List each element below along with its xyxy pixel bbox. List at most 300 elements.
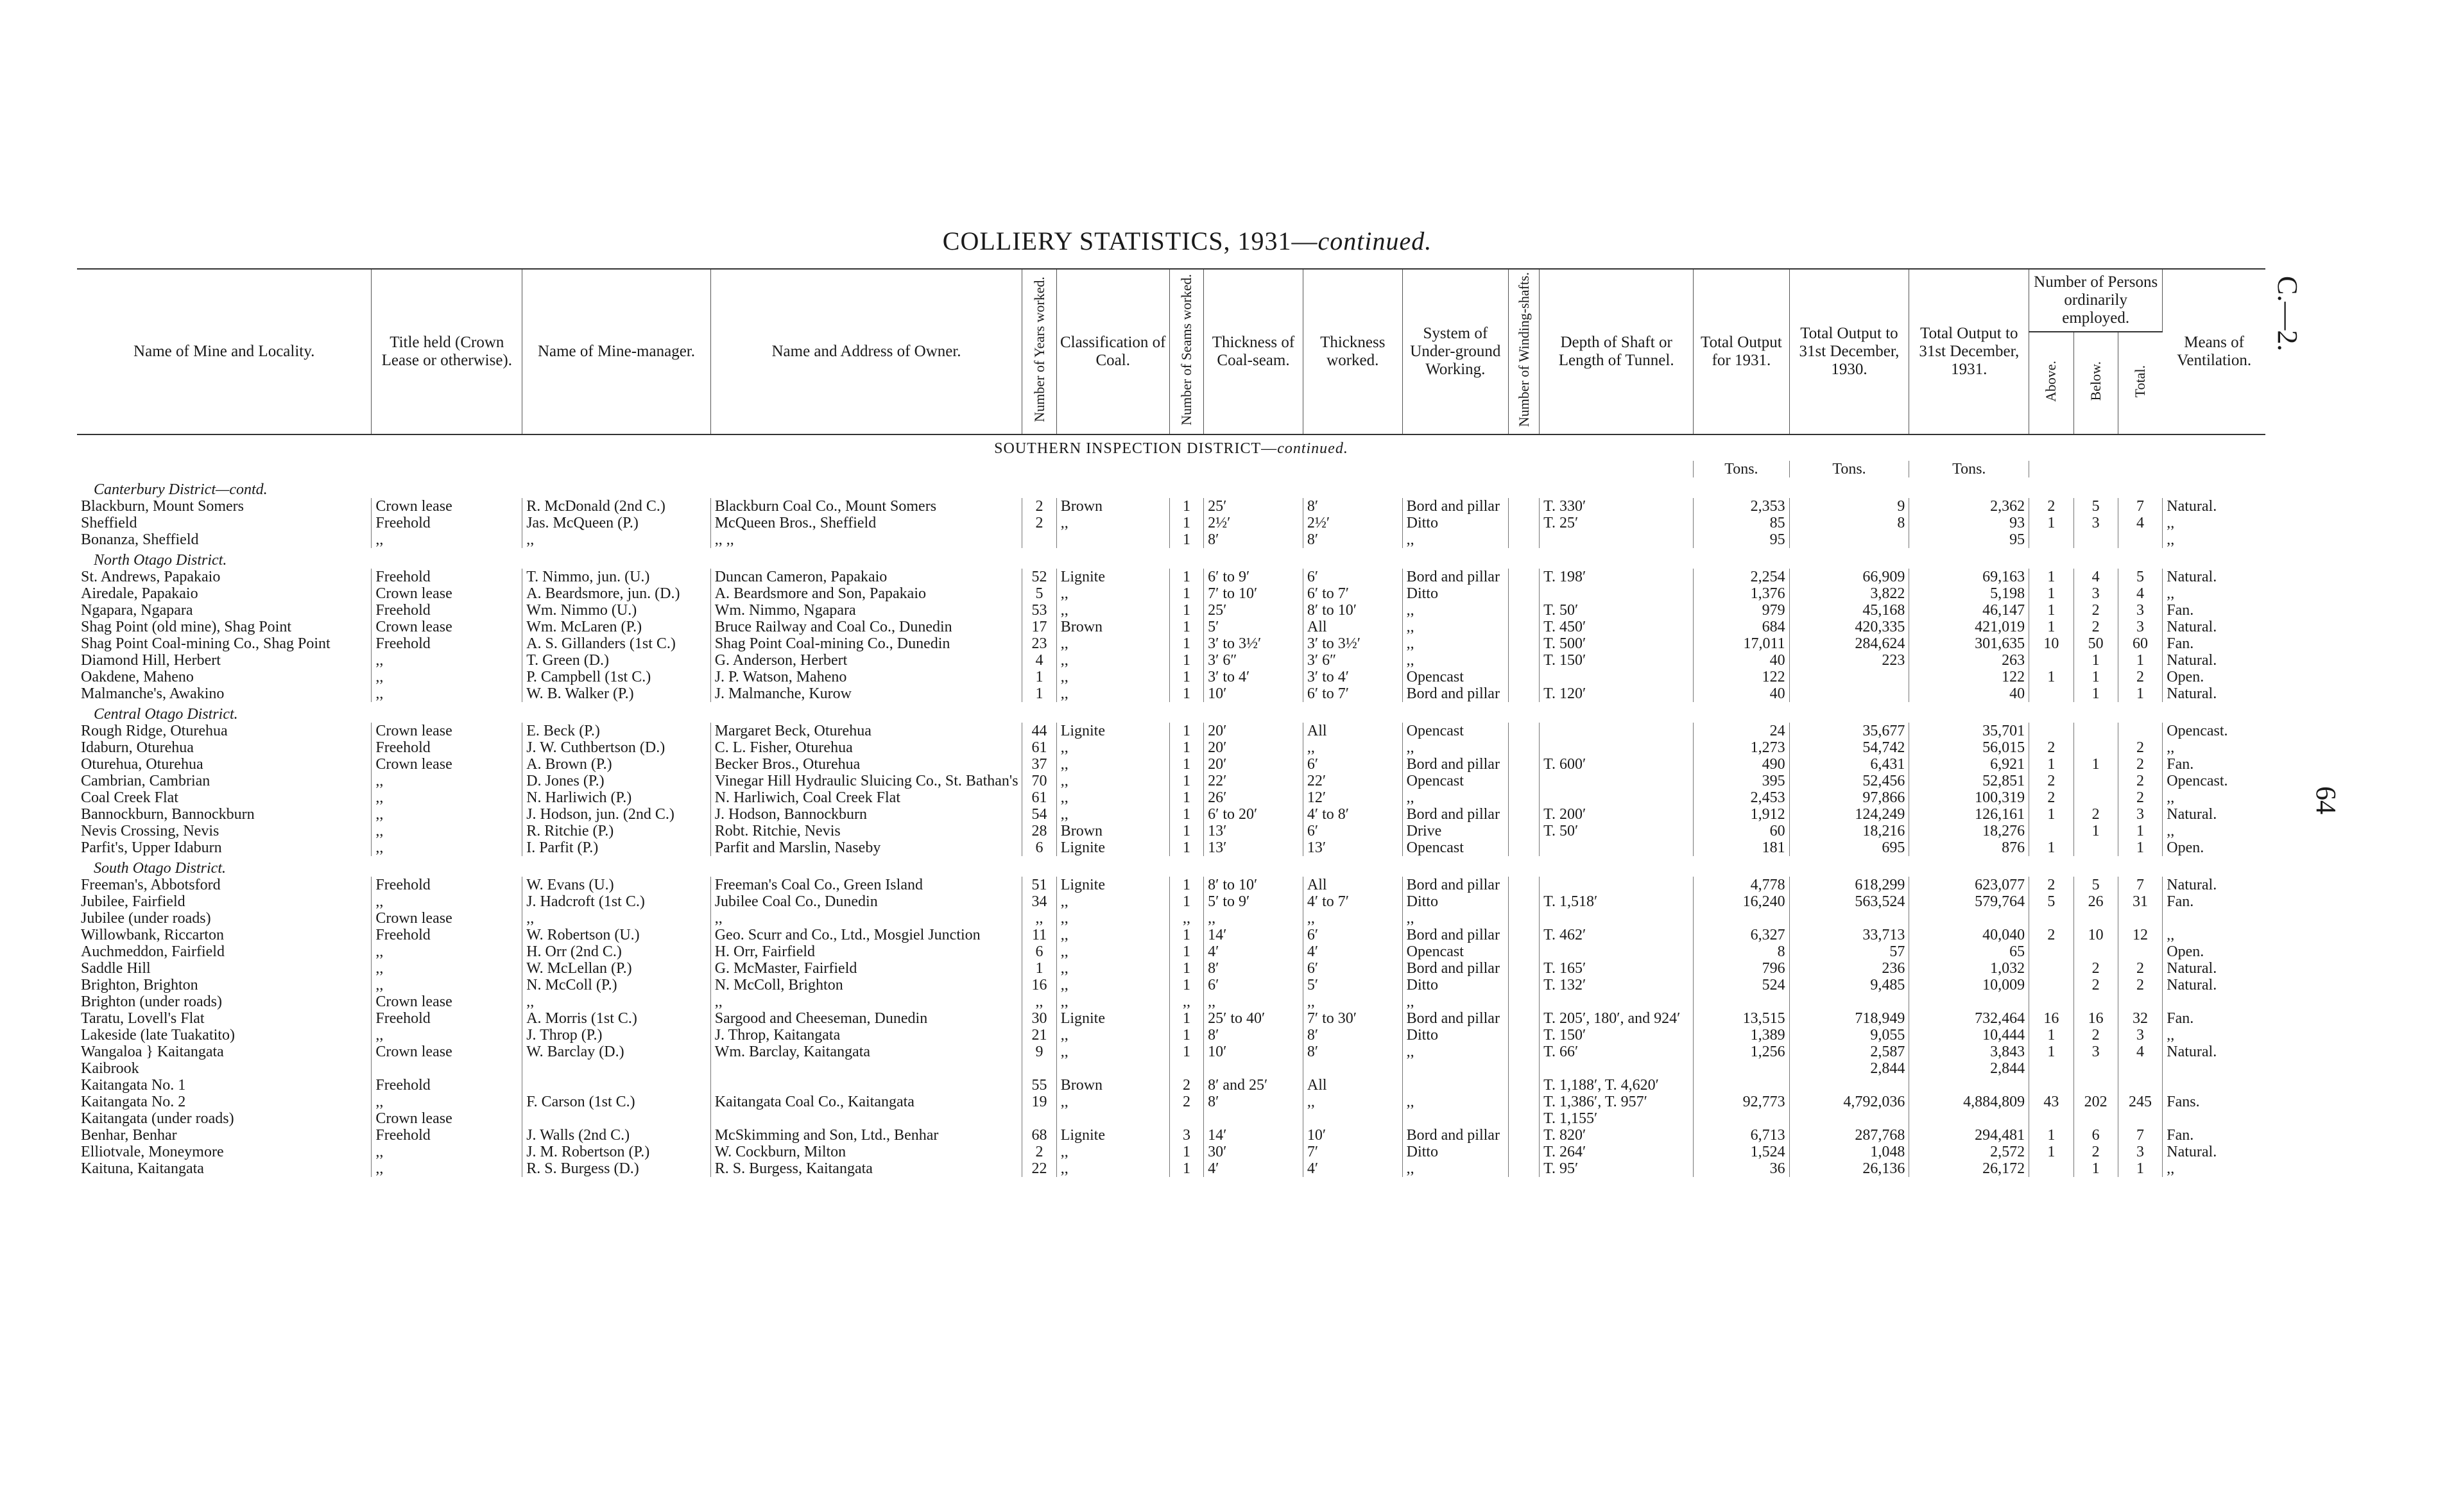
- shaft-depth: T. 66′: [1540, 1044, 1694, 1060]
- mine-manager: R. S. Burgess (D.): [522, 1160, 711, 1177]
- worked-thickness: 7′ to 30′: [1303, 1010, 1402, 1027]
- shaft-depth: [1540, 669, 1694, 685]
- persons-below: 26: [2073, 893, 2118, 910]
- seam-thickness: 5′ to 9′: [1204, 893, 1303, 910]
- persons-above: [2029, 943, 2073, 960]
- seams-worked: 1: [1169, 498, 1203, 515]
- title-held: ,,: [372, 806, 522, 823]
- persons-above: 43: [2029, 1094, 2073, 1110]
- seam-thickness: 4′: [1204, 1160, 1303, 1177]
- persons-total: [2118, 910, 2162, 927]
- persons-total: 2: [2118, 789, 2162, 806]
- title-held: Crown lease: [372, 585, 522, 602]
- document-reference: C.—2.: [2272, 276, 2303, 352]
- title-held: ,,: [372, 685, 522, 702]
- winding-shafts: [1509, 1144, 1540, 1160]
- mine-manager: I. Parfit (P.): [522, 839, 711, 856]
- shaft-depth: [1540, 723, 1694, 739]
- ventilation: Fan.: [2167, 635, 2194, 653]
- ventilation: ,,: [2167, 515, 2175, 532]
- output-1931: [1694, 1077, 1789, 1094]
- output-1931: 1,256: [1694, 1044, 1789, 1060]
- unit-output: Tons.: [1694, 461, 1789, 477]
- seam-thickness: 14′: [1204, 1127, 1303, 1144]
- persons-above: [2029, 531, 2073, 548]
- years-worked: ,,: [1022, 910, 1056, 927]
- district-name: Canterbury District—contd.: [94, 481, 268, 499]
- title-held: Freehold: [372, 515, 522, 531]
- worked-thickness: 8′ to 10′: [1303, 602, 1402, 619]
- worked-thickness: 6′: [1303, 756, 1402, 773]
- ventilation: Natural.: [2167, 652, 2217, 669]
- coal-class: ,,: [1056, 910, 1169, 927]
- title-held: Freehold: [372, 927, 522, 943]
- working-system: [1402, 1110, 1508, 1127]
- title-held: [372, 1060, 522, 1077]
- total-1931: 35,701: [1909, 723, 2029, 739]
- header-ventilation: Means of Ventilation.: [2163, 269, 2265, 434]
- mine-manager: [522, 1060, 711, 1077]
- seams-worked: 1: [1169, 1027, 1203, 1044]
- ventilation: Fan.: [2167, 756, 2194, 773]
- persons-total: [2118, 1110, 2162, 1127]
- mine-manager: Jas. McQueen (P.): [522, 515, 711, 531]
- total-1930: 9,055: [1789, 1027, 1909, 1044]
- shaft-depth: [1540, 1060, 1694, 1077]
- total-1930: 3,822: [1789, 585, 1909, 602]
- table-row: [77, 927, 2265, 943]
- total-1930: 124,249: [1789, 806, 1909, 823]
- ventilation: Natural.: [2167, 569, 2217, 586]
- persons-below: 16: [2073, 1010, 2118, 1027]
- owner: Shag Point Coal-mining Co., Dunedin: [710, 635, 1022, 652]
- winding-shafts: [1509, 823, 1540, 839]
- seams-worked: 1: [1169, 635, 1203, 652]
- total-1930: 66,909: [1789, 569, 1909, 585]
- total-1931: 2,572: [1909, 1144, 2029, 1160]
- persons-above: [2029, 723, 2073, 739]
- mine-manager: J. Hadcroft (1st C.): [522, 893, 711, 910]
- seam-thickness: 14′: [1204, 927, 1303, 943]
- total-1930: 9,485: [1789, 977, 1909, 993]
- seams-worked: [1169, 1060, 1203, 1077]
- total-1931: 876: [1909, 839, 2029, 856]
- mine-name: Oakdene, Maheno: [77, 669, 372, 685]
- total-1931: 6,921: [1909, 756, 2029, 773]
- coal-class: ,,: [1056, 635, 1169, 652]
- persons-below: [2073, 1060, 2118, 1077]
- working-system: Bord and pillar: [1402, 498, 1508, 515]
- title-held: Freehold: [372, 1010, 522, 1027]
- seam-thickness: 6′: [1204, 977, 1303, 993]
- total-1930: [1789, 531, 1909, 548]
- years-worked: 6: [1022, 839, 1056, 856]
- winding-shafts: [1509, 789, 1540, 806]
- persons-below: 2: [2073, 1027, 2118, 1044]
- total-1930: 1,048: [1789, 1144, 1909, 1160]
- owner: Kaitangata Coal Co., Kaitangata: [710, 1094, 1022, 1110]
- coal-class: Brown: [1056, 619, 1169, 635]
- years-worked: 9: [1022, 1044, 1056, 1060]
- persons-total: 4: [2118, 515, 2162, 531]
- table-row: [77, 943, 2265, 960]
- persons-below: 1: [2073, 652, 2118, 669]
- seams-worked: 1: [1169, 669, 1203, 685]
- shaft-depth: T. 25′: [1540, 515, 1694, 531]
- mine-name: Bannockburn, Bannockburn: [77, 806, 372, 823]
- mine-name: Auchmeddon, Fairfield: [77, 943, 372, 960]
- persons-total: 3: [2118, 602, 2162, 619]
- coal-class: ,,: [1056, 960, 1169, 977]
- coal-class: ,,: [1056, 943, 1169, 960]
- seam-thickness: 3′ 6″: [1204, 652, 1303, 669]
- district-name: Central Otago District.: [94, 706, 238, 723]
- output-1931: 1,376: [1694, 585, 1789, 602]
- total-1931: 2,844: [1909, 1060, 2029, 1077]
- table-row: [77, 1094, 2265, 1110]
- title-held: ,,: [372, 943, 522, 960]
- coal-class: ,,: [1056, 669, 1169, 685]
- mine-name: Nevis Crossing, Nevis: [77, 823, 372, 839]
- seam-thickness: 3′ to 4′: [1204, 669, 1303, 685]
- working-system: [1402, 1060, 1508, 1077]
- table-row: [77, 823, 2265, 839]
- coal-class: ,,: [1056, 602, 1169, 619]
- table-row: [77, 1160, 2265, 1177]
- ventilation: ,,: [2167, 1027, 2175, 1044]
- shaft-depth: [1540, 839, 1694, 856]
- working-system: [1402, 1077, 1508, 1094]
- working-system: ,,: [1402, 1160, 1508, 1177]
- coal-class: Lignite: [1056, 877, 1169, 893]
- total-1930: 4,792,036: [1789, 1094, 1909, 1110]
- table-row: [77, 1027, 2265, 1044]
- persons-above: 1: [2029, 1044, 2073, 1060]
- seams-worked: 1: [1169, 823, 1203, 839]
- persons-above: 2: [2029, 498, 2073, 515]
- persons-total: 2: [2118, 773, 2162, 789]
- ventilation: Natural.: [2167, 960, 2217, 977]
- persons-above: 1: [2029, 1027, 2073, 1044]
- years-worked: 23: [1022, 635, 1056, 652]
- persons-above: 2: [2029, 739, 2073, 756]
- title-held: Crown lease: [372, 1110, 522, 1127]
- persons-below: 1: [2073, 823, 2118, 839]
- table-row: [77, 977, 2265, 993]
- table-row: [77, 652, 2265, 669]
- title-held: Freehold: [372, 739, 522, 756]
- total-1930: 52,456: [1789, 773, 1909, 789]
- total-1931: 69,163: [1909, 569, 2029, 585]
- output-1931: 524: [1694, 977, 1789, 993]
- working-system: Opencast: [1402, 839, 1508, 856]
- owner: N. McColl, Brighton: [710, 977, 1022, 993]
- title-held: ,,: [372, 773, 522, 789]
- output-1931: 40: [1694, 685, 1789, 702]
- unit-total-1931: Tons.: [1909, 461, 2029, 477]
- persons-total: [2118, 1060, 2162, 1077]
- seams-worked: 1: [1169, 685, 1203, 702]
- persons-total: 3: [2118, 1027, 2162, 1044]
- table-row: [77, 602, 2265, 619]
- persons-above: 2: [2029, 927, 2073, 943]
- worked-thickness: 7′: [1303, 1144, 1402, 1160]
- owner: H. Orr, Fairfield: [710, 943, 1022, 960]
- years-worked: 68: [1022, 1127, 1056, 1144]
- seam-thickness: ,,: [1204, 910, 1303, 927]
- persons-total: 12: [2118, 927, 2162, 943]
- district-heading: [77, 477, 2265, 498]
- seam-thickness: 22′: [1204, 773, 1303, 789]
- persons-below: 3: [2073, 1044, 2118, 1060]
- district-name: South Otago District.: [94, 860, 227, 877]
- years-worked: 37: [1022, 756, 1056, 773]
- mine-name: Jubilee (under roads): [77, 910, 372, 927]
- owner: Bruce Railway and Coal Co., Dunedin: [710, 619, 1022, 635]
- persons-below: 2: [2073, 619, 2118, 635]
- seams-worked: 1: [1169, 739, 1203, 756]
- mine-manager: D. Jones (P.): [522, 773, 711, 789]
- seam-thickness: 10′: [1204, 1044, 1303, 1060]
- page-number: 64: [2310, 786, 2342, 814]
- seams-worked: 1: [1169, 515, 1203, 531]
- working-system: Bord and pillar: [1402, 927, 1508, 943]
- seam-thickness: 8′: [1204, 531, 1303, 548]
- shaft-depth: T. 330′: [1540, 498, 1694, 515]
- mine-name: Kaitangata No. 2: [77, 1094, 372, 1110]
- shaft-depth: T. 462′: [1540, 927, 1694, 943]
- total-1931: 93: [1909, 515, 2029, 531]
- coal-class: ,,: [1056, 652, 1169, 669]
- persons-below: [2073, 839, 2118, 856]
- output-1931: 24: [1694, 723, 1789, 739]
- ventilation: Fan.: [2167, 602, 2194, 619]
- title-held: ,,: [372, 823, 522, 839]
- owner: G. Anderson, Herbert: [710, 652, 1022, 669]
- winding-shafts: [1509, 943, 1540, 960]
- winding-shafts: [1509, 839, 1540, 856]
- persons-above: [2029, 977, 2073, 993]
- title-held: ,,: [372, 1027, 522, 1044]
- persons-above: [2029, 823, 2073, 839]
- header-total-1931: Total Output to 31st December, 1931.: [1909, 269, 2029, 434]
- working-system: ,,: [1402, 652, 1508, 669]
- coal-class: ,,: [1056, 685, 1169, 702]
- coal-class: ,,: [1056, 1144, 1169, 1160]
- table-row: [77, 993, 2265, 1010]
- persons-below: 1: [2073, 756, 2118, 773]
- seam-thickness: 13′: [1204, 823, 1303, 839]
- winding-shafts: [1509, 773, 1540, 789]
- seams-worked: ,,: [1169, 993, 1203, 1010]
- owner: Freeman's Coal Co., Green Island: [710, 877, 1022, 893]
- mine-manager: ,,: [522, 531, 711, 548]
- title-held: ,,: [372, 531, 522, 548]
- unit-total-1930: Tons.: [1789, 461, 1909, 477]
- seams-worked: 1: [1169, 789, 1203, 806]
- years-worked: 6: [1022, 943, 1056, 960]
- worked-thickness: All: [1303, 1077, 1402, 1094]
- years-worked: 17: [1022, 619, 1056, 635]
- winding-shafts: [1509, 1160, 1540, 1177]
- title-held: Crown lease: [372, 756, 522, 773]
- table-header: [77, 269, 2265, 434]
- winding-shafts: [1509, 515, 1540, 531]
- title-held: ,,: [372, 893, 522, 910]
- total-1930: 618,299: [1789, 877, 1909, 893]
- years-worked: 1: [1022, 960, 1056, 977]
- mine-name: Kaituna, Kaitangata: [77, 1160, 372, 1177]
- owner: Wm. Nimmo, Ngapara: [710, 602, 1022, 619]
- seams-worked: [1169, 1110, 1203, 1127]
- mine-manager: W. Evans (U.): [522, 877, 711, 893]
- mine-name: Freeman's, Abbotsford: [77, 877, 372, 893]
- worked-thickness: 4′: [1303, 1160, 1402, 1177]
- years-worked: 16: [1022, 977, 1056, 993]
- owner: Margaret Beck, Oturehua: [710, 723, 1022, 739]
- seam-thickness: 8′ and 25′: [1204, 1077, 1303, 1094]
- table-row: [77, 669, 2265, 685]
- ventilation: Natural.: [2167, 1144, 2217, 1161]
- output-1931: [1694, 993, 1789, 1010]
- coal-class: Lignite: [1056, 839, 1169, 856]
- coal-class: [1056, 1060, 1169, 1077]
- persons-above: [2029, 1060, 2073, 1077]
- output-1931: 16,240: [1694, 893, 1789, 910]
- winding-shafts: [1509, 910, 1540, 927]
- persons-total: 3: [2118, 806, 2162, 823]
- owner: [710, 1060, 1022, 1077]
- working-system: Bord and pillar: [1402, 569, 1508, 585]
- table-row: [77, 806, 2265, 823]
- mine-name: Taratu, Lovell's Flat: [77, 1010, 372, 1027]
- output-1931: 122: [1694, 669, 1789, 685]
- winding-shafts: [1509, 806, 1540, 823]
- header-winding: Number of Winding-shafts.: [1509, 269, 1540, 434]
- working-system: ,,: [1402, 993, 1508, 1010]
- owner: Robt. Ritchie, Nevis: [710, 823, 1022, 839]
- shaft-depth: T. 150′: [1540, 1027, 1694, 1044]
- seam-thickness: 8′: [1204, 1094, 1303, 1110]
- output-1931: 8: [1694, 943, 1789, 960]
- total-1930: 54,742: [1789, 739, 1909, 756]
- ventilation: Fan.: [2167, 1010, 2194, 1027]
- owner: McSkimming and Son, Ltd., Benhar: [710, 1127, 1022, 1144]
- mine-name: Airedale, Papakaio: [77, 585, 372, 602]
- seams-worked: 1: [1169, 773, 1203, 789]
- persons-below: 3: [2073, 585, 2118, 602]
- ventilation: ,,: [2167, 927, 2175, 944]
- winding-shafts: [1509, 498, 1540, 515]
- ventilation: [2163, 993, 2265, 1010]
- seams-worked: 1: [1169, 723, 1203, 739]
- mine-name: Kaibrook: [77, 1060, 372, 1077]
- working-system: ,,: [1402, 789, 1508, 806]
- ventilation: ,,: [2167, 1160, 2175, 1178]
- worked-thickness: 2½′: [1303, 515, 1402, 531]
- district-heading: [77, 702, 2265, 723]
- owner: J. P. Watson, Maheno: [710, 669, 1022, 685]
- output-1931: 1,524: [1694, 1144, 1789, 1160]
- seams-worked: 1: [1169, 977, 1203, 993]
- persons-below: 2: [2073, 602, 2118, 619]
- mine-manager: J. Walls (2nd C.): [522, 1127, 711, 1144]
- winding-shafts: [1509, 927, 1540, 943]
- total-1931: 301,635: [1909, 635, 2029, 652]
- total-1931: 126,161: [1909, 806, 2029, 823]
- seams-worked: 1: [1169, 569, 1203, 585]
- working-system: ,,: [1402, 602, 1508, 619]
- winding-shafts: [1509, 1060, 1540, 1077]
- table-row: [77, 1144, 2265, 1160]
- coal-class: [1056, 1110, 1169, 1127]
- worked-thickness: 6′ to 7′: [1303, 685, 1402, 702]
- years-worked: 53: [1022, 602, 1056, 619]
- persons-total: 7: [2118, 498, 2162, 515]
- title-held: Freehold: [372, 602, 522, 619]
- persons-below: 4: [2073, 569, 2118, 585]
- mine-name: Coal Creek Flat: [77, 789, 372, 806]
- seams-worked: 1: [1169, 1010, 1203, 1027]
- coal-class: Brown: [1056, 498, 1169, 515]
- output-1931: [1694, 1110, 1789, 1127]
- coal-class: ,,: [1056, 806, 1169, 823]
- worked-thickness: 4′: [1303, 943, 1402, 960]
- persons-below: [2073, 773, 2118, 789]
- persons-total: 1: [2118, 685, 2162, 702]
- table-row: [77, 515, 2265, 531]
- title-held: ,,: [372, 652, 522, 669]
- shaft-depth: [1540, 585, 1694, 602]
- shaft-depth: T. 150′: [1540, 652, 1694, 669]
- output-1931: 6,327: [1694, 927, 1789, 943]
- shaft-depth: T. 50′: [1540, 823, 1694, 839]
- seams-worked: 1: [1169, 1044, 1203, 1060]
- winding-shafts: [1509, 877, 1540, 893]
- ventilation: Open.: [2167, 669, 2204, 686]
- header-manager: Name of Mine-manager.: [522, 269, 711, 434]
- mine-name: St. Andrews, Papakaio: [77, 569, 372, 585]
- owner: Duncan Cameron, Papakaio: [710, 569, 1022, 585]
- seams-worked: 1: [1169, 893, 1203, 910]
- table-row: [77, 585, 2265, 602]
- worked-thickness: 3′ 6″: [1303, 652, 1402, 669]
- total-1930: 236: [1789, 960, 1909, 977]
- seams-worked: ,,: [1169, 910, 1203, 927]
- years-worked: 52: [1022, 569, 1056, 585]
- output-1931: 60: [1694, 823, 1789, 839]
- winding-shafts: [1509, 569, 1540, 585]
- persons-below: 10: [2073, 927, 2118, 943]
- total-1931: 10,009: [1909, 977, 2029, 993]
- mine-name: Rough Ridge, Oturehua: [77, 723, 372, 739]
- seams-worked: 1: [1169, 927, 1203, 943]
- owner: N. Harliwich, Coal Creek Flat: [710, 789, 1022, 806]
- shaft-depth: T. 205′, 180′, and 924′: [1540, 1010, 1694, 1027]
- ventilation: Natural.: [2167, 619, 2217, 636]
- shaft-depth: T. 95′: [1540, 1160, 1694, 1177]
- ventilation: ,,: [2167, 823, 2175, 840]
- persons-total: 3: [2118, 1144, 2162, 1160]
- header-system: System of Under-ground Working.: [1402, 269, 1508, 434]
- table-row: [77, 498, 2265, 515]
- header-thickness-worked: Thickness worked.: [1303, 269, 1402, 434]
- years-worked: 1: [1022, 669, 1056, 685]
- persons-above: 5: [2029, 893, 2073, 910]
- total-1931: 5,198: [1909, 585, 2029, 602]
- output-1931: [1694, 1060, 1789, 1077]
- owner: [710, 1110, 1022, 1127]
